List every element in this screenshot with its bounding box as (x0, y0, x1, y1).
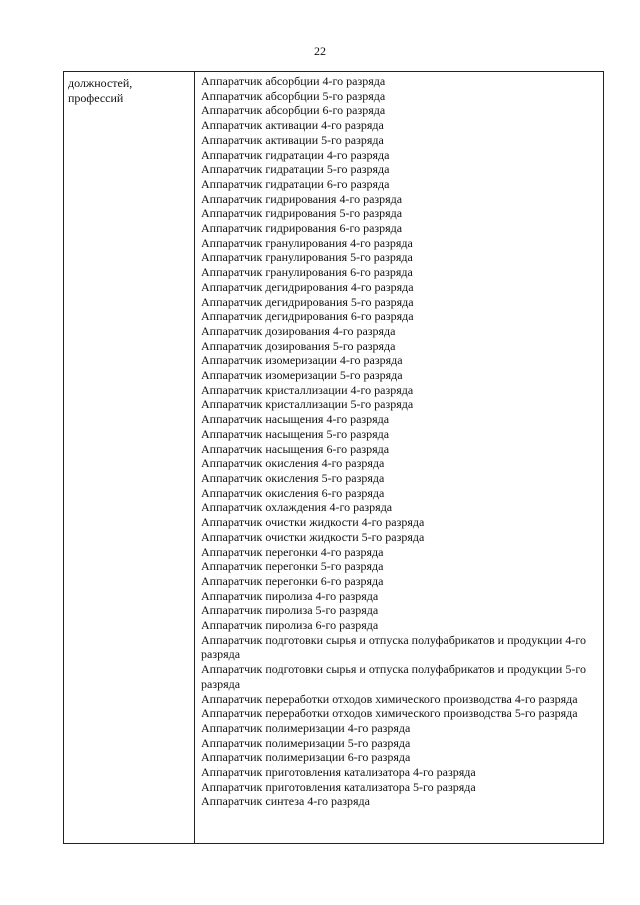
profession-item: Аппаратчик перегонки 5-го разряда (201, 559, 384, 574)
profession-item: Аппаратчик кристаллизации 5-го разряда (201, 397, 414, 412)
profession-item: Аппаратчик перегонки 4-го разряда (201, 544, 384, 559)
document-table (63, 71, 604, 844)
profession-item: Аппаратчик окисления 4-го разряда (201, 456, 385, 471)
profession-item: Аппаратчик абсорбции 4-го разряда (201, 74, 386, 88)
profession-item: Аппаратчик насыщения 5-го разряда (201, 426, 390, 441)
profession-item: Аппаратчик пиролиза 6-го разряда (201, 618, 379, 633)
profession-item: Аппаратчик переработки отходов химического производства 5-го разряда (201, 706, 578, 721)
profession-item: Аппаратчик пиролиза 5-го разряда (201, 603, 379, 618)
profession-item: Аппаратчик насыщения 6-го разряда (201, 441, 390, 456)
profession-item: Аппаратчик полимеризации 4-го разряда (201, 720, 411, 735)
profession-item: Аппаратчик абсорбции 6-го разряда (201, 103, 386, 118)
profession-list (195, 72, 603, 843)
profession-item: Аппаратчик дегидрирования 5-го разряда (201, 294, 414, 309)
profession-item: Аппаратчик пиролиза 4-го разряда (201, 588, 379, 603)
profession-item: Аппаратчик изомеризации 4-го разряда (201, 353, 403, 368)
profession-item: Аппаратчик синтеза 4-го разряда (201, 794, 370, 809)
profession-item: Аппаратчик подготовки сырья и отпуска полуфабрикатов и продукции 4-го разряда (201, 632, 586, 662)
profession-item: Аппаратчик окисления 5-го разряда (201, 470, 385, 485)
profession-item: Аппаратчик активации 4-го разряда (201, 118, 384, 133)
profession-item: Аппаратчик гранулирования 5-го разряда (201, 250, 413, 265)
profession-item: Аппаратчик приготовления катализатора 5-го разряда (201, 779, 476, 794)
category-line: должностей, (68, 76, 133, 90)
profession-item: Аппаратчик гидратации 6-го разряда (201, 176, 390, 191)
profession-item: Аппаратчик насыщения 4-го разряда (201, 412, 390, 427)
profession-item: Аппаратчик окисления 6-го разряда (201, 485, 385, 500)
profession-item: Аппаратчик подготовки сырья и отпуска полуфабрикатов и продукции 5-го разряда (201, 662, 586, 691)
profession-item: Аппаратчик гидратации 5-го разряда (201, 162, 390, 177)
profession-item: Аппаратчик дегидрирования 6-го разряда (201, 309, 414, 324)
profession-item: Аппаратчик изомеризации 5-го разряда (201, 368, 403, 383)
profession-item: Аппаратчик гранулирования 6-го разряда (201, 265, 413, 280)
profession-item: Аппаратчик гидрирования 6-го разряда (201, 221, 403, 236)
profession-item: Аппаратчик дозирования 4-го разряда (201, 323, 396, 338)
category-column (64, 72, 195, 843)
profession-item: Аппаратчик гидрирования 4-го разряда (201, 191, 403, 206)
profession-item: Аппаратчик активации 5-го разряда (201, 132, 384, 147)
profession-item: Аппаратчик полимеризации 5-го разряда (201, 735, 411, 750)
profession-item: Аппаратчик дозирования 5-го разряда (201, 338, 396, 353)
page-number: 22 (314, 44, 326, 58)
profession-item: Аппаратчик полимеризации 6-го разряда (201, 750, 411, 765)
profession-item: Аппаратчик кристаллизации 4-го разряда (201, 382, 414, 397)
profession-item: Аппаратчик дегидрирования 4-го разряда (201, 279, 414, 294)
profession-item: Аппаратчик переработки отходов химического производства 4-го разряда (201, 691, 578, 706)
profession-item: Аппаратчик перегонки 6-го разряда (201, 573, 384, 588)
profession-item: Аппаратчик очистки жидкости 4-го разряда (201, 515, 425, 530)
profession-item: Аппаратчик охлаждения 4-го разряда (201, 500, 393, 515)
profession-item: Аппаратчик абсорбции 5-го разряда (201, 88, 386, 103)
profession-item: Аппаратчик гранулирования 4-го разряда (201, 235, 413, 250)
profession-item: Аппаратчик приготовления катализатора 4-го разряда (201, 765, 476, 780)
category-line: профессий (68, 91, 124, 105)
profession-item: Аппаратчик гидратации 4-го разряда (201, 147, 390, 162)
profession-item: Аппаратчик гидрирования 5-го разряда (201, 206, 403, 221)
profession-item: Аппаратчик очистки жидкости 5-го разряда (201, 529, 425, 544)
